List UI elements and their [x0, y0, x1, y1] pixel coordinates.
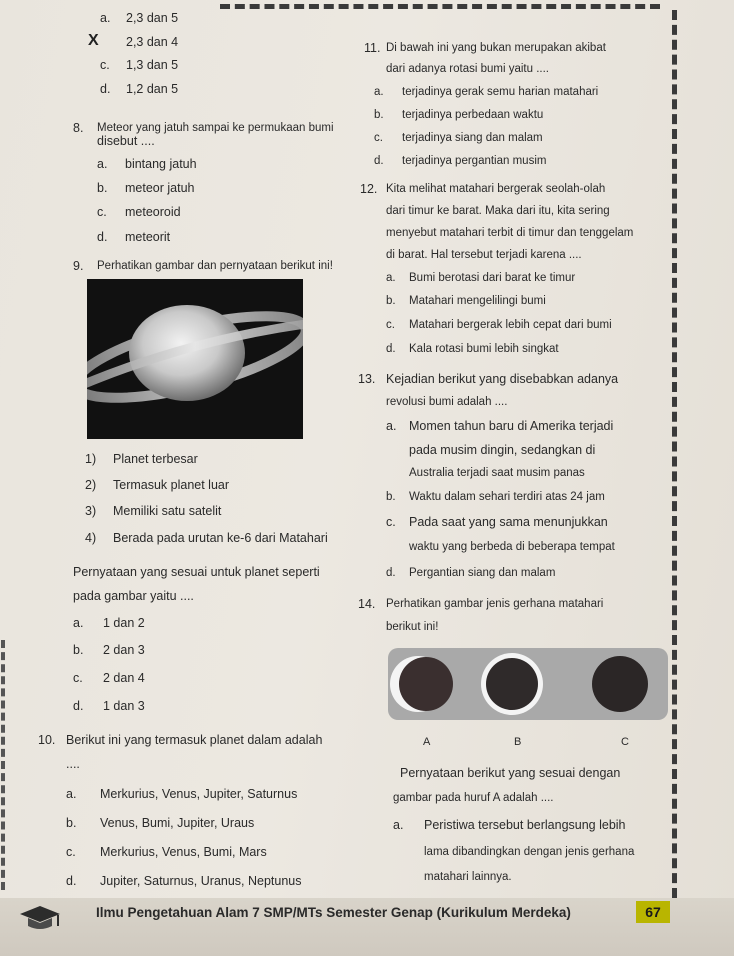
- q14-question-line2: gambar pada huruf A adalah ....: [393, 792, 554, 804]
- q9-number: 9.: [73, 259, 84, 273]
- q10-option-c: Merkurius, Venus, Bumi, Mars: [100, 845, 267, 859]
- q9-option-c-letter: c.: [73, 671, 83, 685]
- dashed-border-left: [1, 640, 5, 890]
- dashed-border-right: [672, 10, 677, 898]
- q14-stem-line1: Perhatikan gambar jenis gerhana matahari: [386, 598, 604, 610]
- q11-option-c-letter: c.: [374, 132, 383, 144]
- q9-option-b: 2 dan 3: [103, 643, 145, 657]
- q9-statement-2-num: 2): [85, 478, 97, 492]
- q12-stem-line1: Kita melihat matahari bergerak seolah-olah: [386, 183, 606, 195]
- q7-option-d-letter: d.: [100, 82, 111, 96]
- q12-option-a: Bumi berotasi dari barat ke timur: [409, 272, 576, 284]
- q10-option-c-letter: c.: [66, 845, 76, 859]
- q12-option-c: Matahari bergerak lebih cepat dari bumi: [409, 319, 612, 331]
- q13-option-b: Waktu dalam sehari terdiri atas 24 jam: [409, 491, 605, 503]
- q9-statement-2: Termasuk planet luar: [113, 478, 230, 492]
- q8-number: 8.: [73, 121, 84, 135]
- q13-number: 13.: [358, 372, 376, 386]
- q8-option-a: bintang jatuh: [125, 157, 197, 171]
- q11-option-d-letter: d.: [374, 155, 384, 167]
- q13-option-a-line1: Momen tahun baru di Amerika terjadi: [409, 419, 614, 433]
- q8-option-d: meteorit: [125, 230, 171, 244]
- q9-option-a: 1 dan 2: [103, 616, 145, 630]
- q9-statement-4-num: 4): [85, 531, 97, 545]
- q11-option-a: terjadinya gerak semu harian matahari: [402, 86, 599, 98]
- q11-stem-line1: Di bawah ini yang bukan merupakan akibat: [386, 42, 606, 54]
- q13-option-a-line2: pada musim dingin, sedangkan di: [409, 443, 596, 457]
- q8-stem-line1: Meteor yang jatuh sampai ke permukaan bumi: [97, 122, 334, 134]
- q10-option-d: Jupiter, Saturnus, Uranus, Neptunus: [100, 874, 302, 888]
- q8-option-d-letter: d.: [97, 230, 108, 244]
- q8-option-c-letter: c.: [97, 205, 107, 219]
- q7-option-c-letter: c.: [100, 58, 110, 72]
- q8-option-c: meteoroid: [125, 205, 181, 219]
- q9-option-c: 2 dan 4: [103, 671, 145, 685]
- q13-option-c-line2: waktu yang berbeda di beberapa tempat: [409, 541, 615, 553]
- q9-statement-4: Berada pada urutan ke-6 dari Matahari: [113, 531, 328, 545]
- q10-continuation: ....: [66, 757, 80, 771]
- q7-option-a: 2,3 dan 5: [126, 11, 179, 25]
- q10-option-a: Merkurius, Venus, Jupiter, Saturnus: [100, 787, 298, 801]
- dashed-border-top: [220, 4, 660, 9]
- q11-option-b: terjadinya perbedaan waktu: [402, 109, 544, 121]
- saturn-image: [87, 279, 303, 439]
- q11-option-c: terjadinya siang dan malam: [402, 132, 543, 144]
- q12-option-b-letter: b.: [386, 295, 396, 307]
- q9-stem: Perhatikan gambar dan pernyataan berikut ini!: [97, 260, 333, 272]
- q7-option-c: 1,3 dan 5: [126, 58, 179, 72]
- eclipse-label-b: B: [514, 736, 522, 748]
- q9-statement-1: Planet terbesar: [113, 452, 198, 466]
- q12-stem-line4: di barat. Hal tersebut terjadi karena ....: [386, 249, 582, 261]
- q8-stem-line2: disebut ....: [97, 134, 155, 148]
- q10-option-d-letter: d.: [66, 874, 77, 888]
- answer-cross-mark-icon: X: [88, 32, 99, 49]
- q10-number: 10.: [38, 733, 56, 747]
- q9-statement-3: Memiliki satu satelit: [113, 504, 222, 518]
- q9-question-line1: Pernyataan yang sesuai untuk planet seperti: [73, 565, 320, 579]
- q14-option-a-line1: Peristiwa tersebut berlangsung lebih: [424, 818, 626, 832]
- q10-option-b: Venus, Bumi, Jupiter, Uraus: [100, 816, 255, 830]
- q13-stem-line1: Kejadian berikut yang disebabkan adanya: [386, 372, 619, 386]
- q13-stem-line2: revolusi bumi adalah ....: [386, 396, 508, 408]
- q10-stem: Berikut ini yang termasuk planet dalam adalah: [66, 733, 323, 747]
- q14-option-a-line3: matahari lainnya.: [424, 871, 512, 883]
- q9-question-line2: pada gambar yaitu ....: [73, 589, 194, 603]
- q10-option-b-letter: b.: [66, 816, 77, 830]
- q9-option-d-letter: d.: [73, 699, 84, 713]
- q14-question-line1: Pernyataan berikut yang sesuai dengan: [400, 766, 621, 780]
- q12-option-c-letter: c.: [386, 319, 395, 331]
- q12-option-a-letter: a.: [386, 272, 396, 284]
- eclipse-label-c: C: [621, 736, 629, 748]
- q13-option-a-letter: a.: [386, 419, 397, 433]
- q7-option-d: 1,2 dan 5: [126, 82, 179, 96]
- eclipse-label-a: A: [423, 736, 431, 748]
- q13-option-d-letter: d.: [386, 567, 396, 579]
- q11-stem-line2: dari adanya rotasi bumi yaitu ....: [386, 63, 549, 75]
- q13-option-d: Pergantian siang dan malam: [409, 567, 556, 579]
- q13-option-c-letter: c.: [386, 515, 396, 529]
- q10-option-a-letter: a.: [66, 787, 77, 801]
- book-title: Ilmu Pengetahuan Alam 7 SMP/MTs Semester Genap (Kurikulum Merdeka): [96, 905, 571, 920]
- q11-option-a-letter: a.: [374, 86, 384, 98]
- q8-option-a-letter: a.: [97, 157, 108, 171]
- q8-option-b: meteor jatuh: [125, 181, 195, 195]
- q9-option-a-letter: a.: [73, 616, 84, 630]
- q13-option-b-letter: b.: [386, 491, 396, 503]
- q8-option-b-letter: b.: [97, 181, 108, 195]
- q9-option-d: 1 dan 3: [103, 699, 145, 713]
- q11-option-b-letter: b.: [374, 109, 384, 121]
- q11-number: 11.: [364, 41, 381, 55]
- q14-number: 14.: [358, 597, 376, 611]
- q7-option-b: 2,3 dan 4: [126, 35, 179, 49]
- q12-stem-line2: dari timur ke barat. Maka dari itu, kita sering: [386, 205, 610, 217]
- q14-option-a-letter: a.: [393, 818, 404, 832]
- q9-option-b-letter: b.: [73, 643, 84, 657]
- q7-option-a-letter: a.: [100, 11, 111, 25]
- graduation-cap-icon: [18, 904, 62, 939]
- solar-eclipse-image: [388, 648, 668, 720]
- q12-option-b: Matahari mengelilingi bumi: [409, 295, 546, 307]
- q12-option-d: Kala rotasi bumi lebih singkat: [409, 343, 559, 355]
- q9-statement-3-num: 3): [85, 504, 97, 518]
- q14-option-a-line2: lama dibandingkan dengan jenis gerhana: [424, 846, 635, 858]
- q12-stem-line3: menyebut matahari terbit di timur dan tenggelam: [386, 227, 634, 239]
- q11-option-d: terjadinya pergantian musim: [402, 155, 547, 167]
- q9-statement-1-num: 1): [85, 452, 97, 466]
- q12-option-d-letter: d.: [386, 343, 396, 355]
- page-number: 67: [636, 901, 670, 923]
- q14-stem-line2: berikut ini!: [386, 621, 439, 633]
- q13-option-c-line1: Pada saat yang sama menunjukkan: [409, 515, 608, 529]
- q13-option-a-line3: Australia terjadi saat musim panas: [409, 467, 585, 479]
- q12-number: 12.: [360, 182, 378, 196]
